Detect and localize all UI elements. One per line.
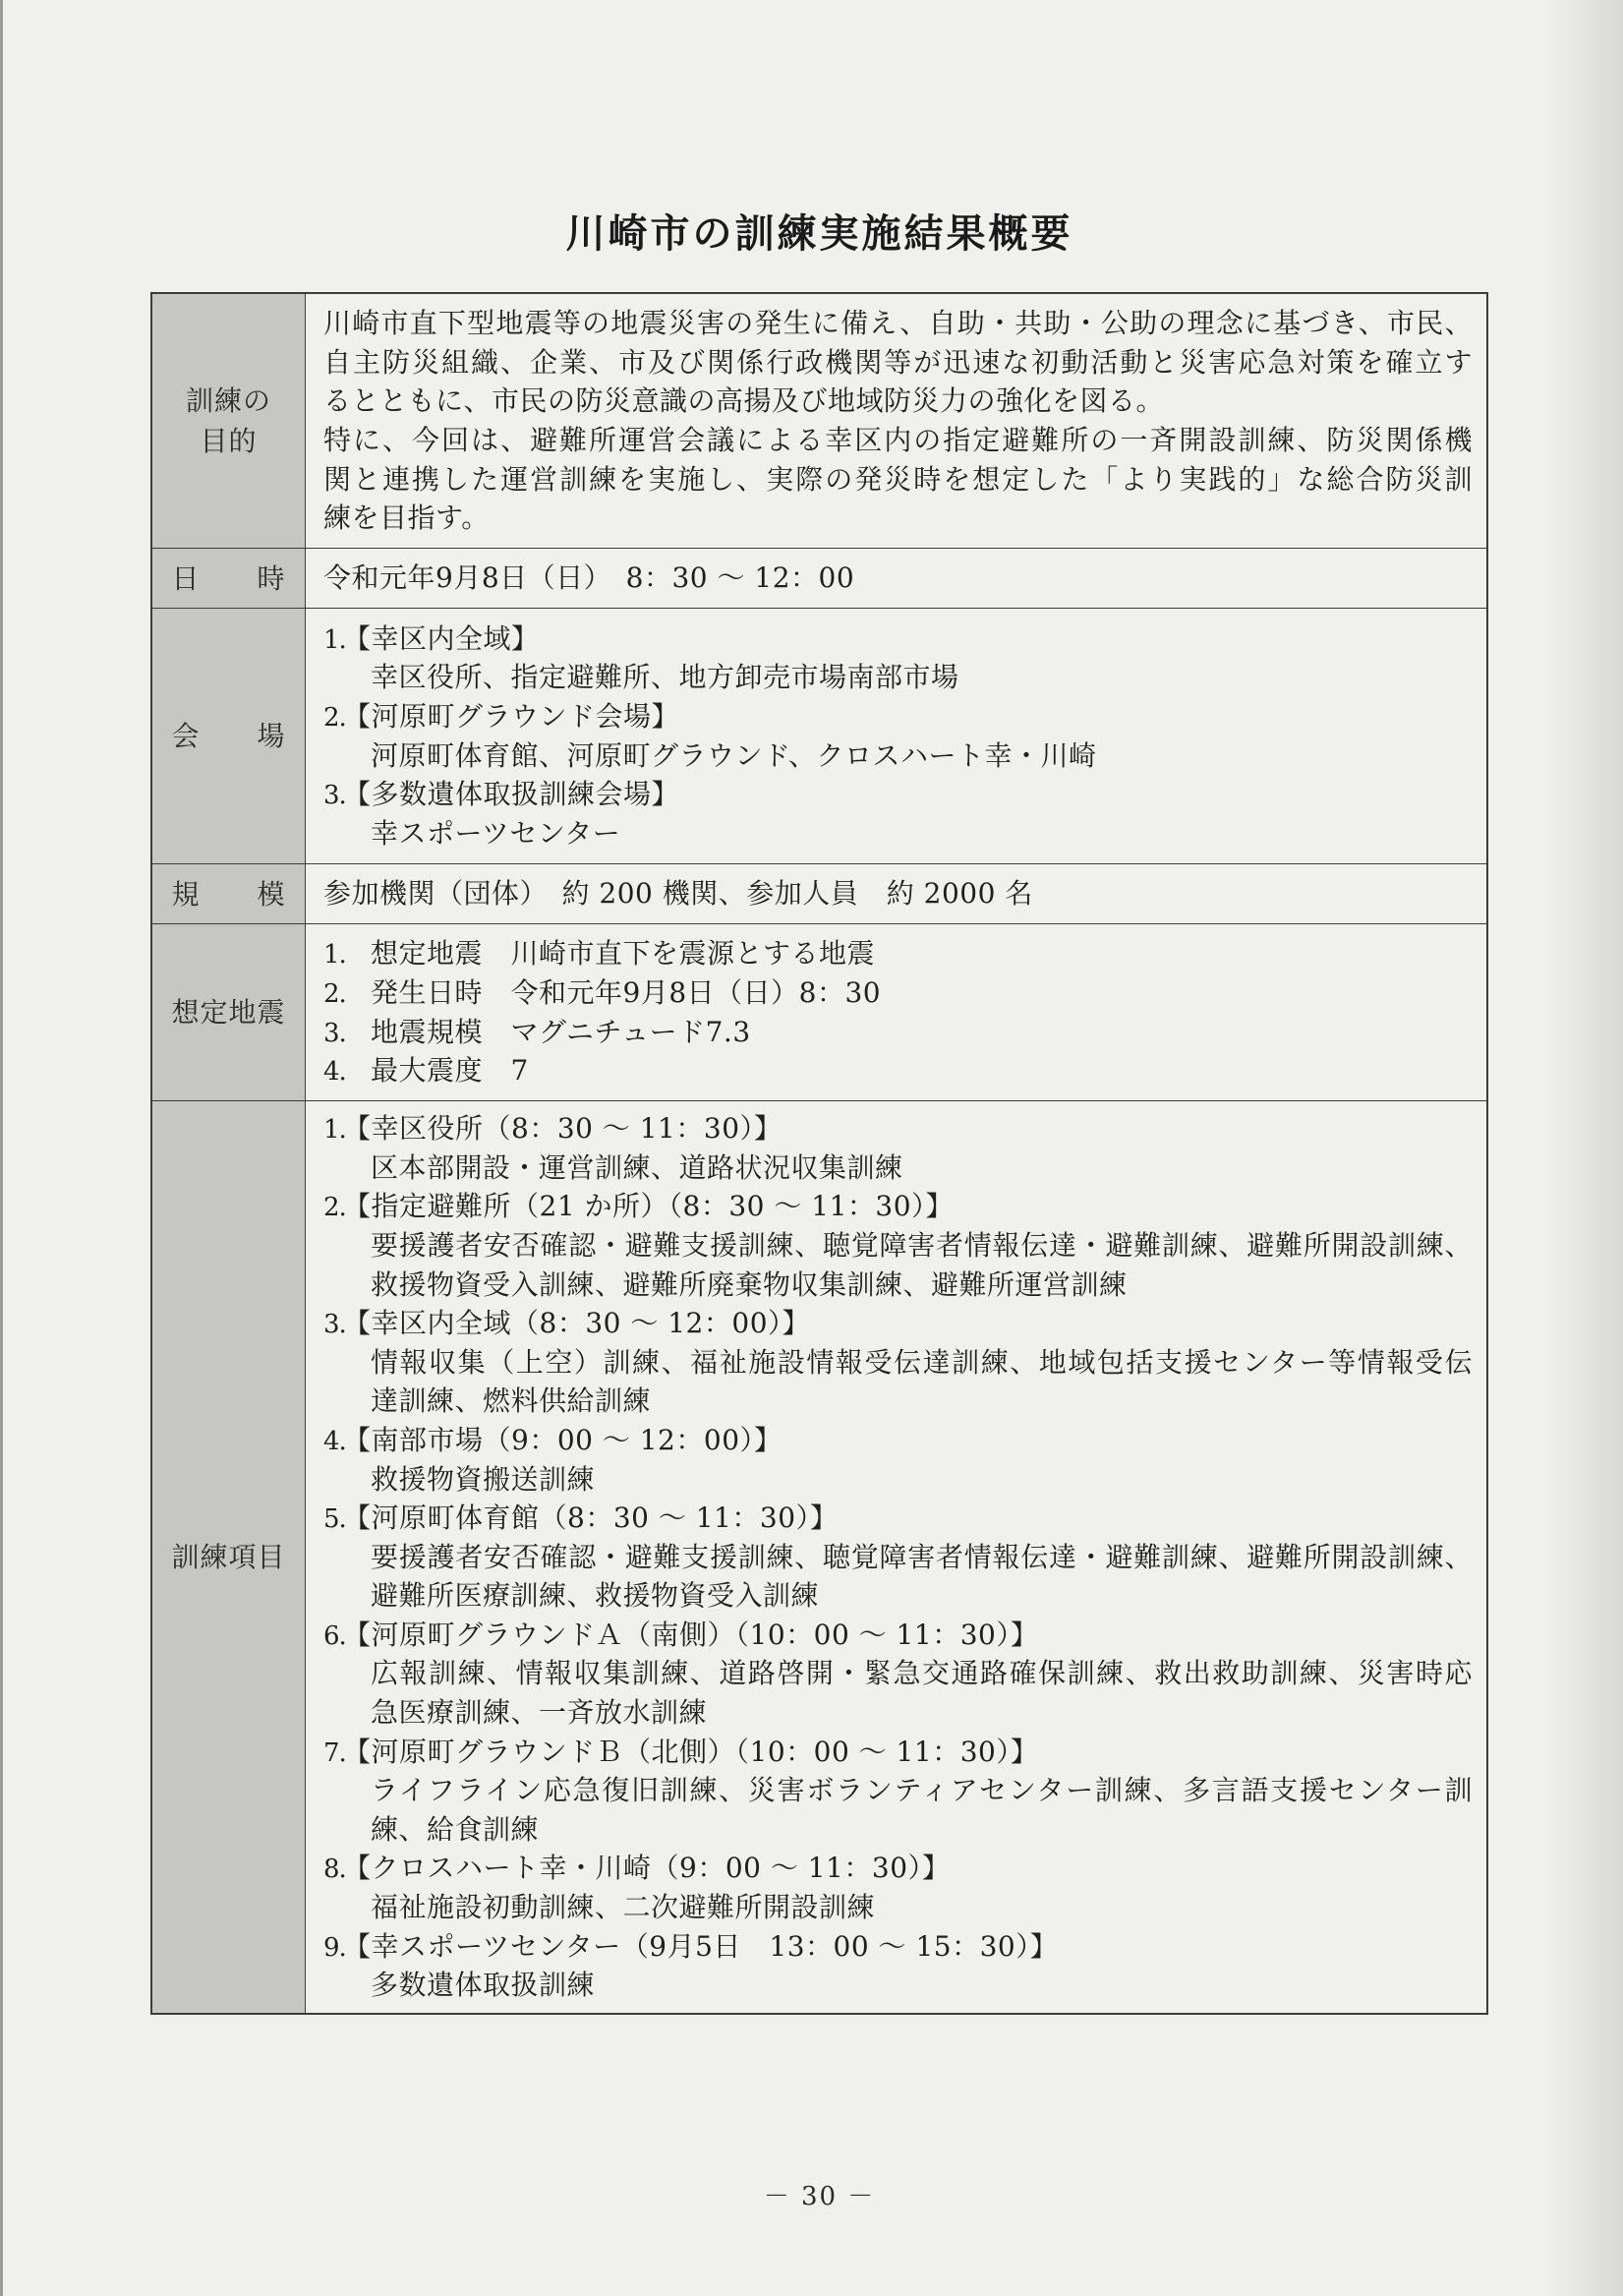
item-number: 4. [323, 1057, 346, 1088]
item-heading: 【河原町体育館（8：30 ～ 11：30）】 [343, 1501, 839, 1535]
item-number: 2. [323, 702, 346, 733]
list-item-heading [323, 1304, 1473, 1343]
item-number: 5. [323, 1504, 346, 1535]
item-detail: 急医療訓練、一斉放水訓練 [371, 1696, 708, 1730]
list-item-heading [323, 1109, 1473, 1148]
item-detail: 福祉施設初動訓練、二次避難所開設訓練 [371, 1891, 876, 1924]
item-heading: 【幸区役所（8：30 ～ 11：30）】 [343, 1112, 783, 1146]
text-line: 参加機関（団体） 約 200 機関、参加人員 約 2000 名 [323, 877, 1033, 911]
item-number: 3. [323, 1018, 346, 1048]
list-item-heading [323, 1187, 1473, 1226]
item-heading: 【幸スポーツセンター（9月5日 13：00 ～ 15：30）】 [343, 1929, 1059, 1963]
list-item [323, 1013, 1473, 1052]
row-label-scale: 規 模 [152, 864, 306, 923]
row-content-earthquake [306, 924, 1486, 1100]
row-content-datetime [306, 549, 1486, 608]
list-item-heading [323, 775, 1473, 814]
item-number: 4. [323, 1426, 346, 1456]
item-number: 9. [323, 1932, 346, 1963]
item-detail: ライフライン応急復旧訓練、災害ボランティアセンター訓練、多言語支援センター訓 [371, 1774, 1473, 1807]
page-edge-shadow [1544, 0, 1623, 2296]
item-detail: 幸スポーツセンター [371, 816, 621, 850]
row-label-earthquake: 想定地震 [152, 924, 306, 1100]
row-datetime [152, 549, 1486, 609]
item-number: 2. [323, 1193, 346, 1223]
item-heading: 【多数遺体取扱訓練会場】 [343, 778, 680, 811]
item-heading: 【河原町グラウンドＡ（南側）（10：00 ～ 11：30）】 [343, 1618, 1039, 1651]
list-item-heading [323, 1733, 1473, 1772]
item-detail: 河原町体育館、河原町グラウンド、クロスハート幸・川崎 [371, 738, 1097, 772]
page-number: － 30 － [763, 2182, 876, 2211]
text-line: 自主防災組織、企業、市及び関係行政機関等が迅速な初動活動と災害応急対策を確立す [323, 345, 1473, 379]
item-detail: 避難所医療訓練、救援物資受入訓練 [371, 1579, 820, 1613]
item-text: 最大震度 7 [371, 1054, 529, 1088]
item-detail: 練、給食訓練 [371, 1812, 540, 1846]
row-earthquake [152, 924, 1486, 1101]
item-heading: 【河原町グラウンド会場】 [343, 699, 680, 733]
item-detail: 要援護者安否確認・避難支援訓練、聴覚障害者情報伝達・避難訓練、避難所開設訓練、 [371, 1228, 1473, 1262]
list-item [323, 1051, 1473, 1090]
text-line: 練を目指す。 [323, 501, 490, 535]
item-text: 想定地震 川崎市直下を震源とする地震 [371, 937, 876, 971]
item-number: 1. [323, 1115, 346, 1146]
row-venue [152, 609, 1486, 864]
item-detail: 区本部開設・運営訓練、道路状況収集訓練 [371, 1150, 903, 1184]
text-line: 川崎市直下型地震等の地震災害の発生に備え、自助・共助・公助の理念に基づき、市民、 [323, 307, 1473, 340]
item-heading: 【河原町グラウンドＢ（北側）（10：00 ～ 11：30）】 [343, 1735, 1039, 1768]
list-item [323, 934, 1473, 973]
item-number: 1. [323, 624, 346, 655]
summary-table [150, 292, 1488, 2015]
list-item-heading [323, 697, 1473, 736]
page-left-edge [0, 0, 3, 2296]
item-detail: 救援物資受入訓練、避難所廃棄物収集訓練、避難所運営訓練 [371, 1267, 1128, 1301]
item-heading: 【南部市場（9：00 ～ 12：00）】 [343, 1423, 783, 1456]
item-number: 2. [323, 978, 346, 1009]
item-detail: 広報訓練、情報収集訓練、道路啓開・緊急交通路確保訓練、救出救助訓練、災害時応 [371, 1657, 1473, 1690]
item-detail: 幸区役所、指定避難所、地方卸売市場南部市場 [371, 661, 959, 694]
item-number: 3. [323, 1310, 346, 1340]
item-number: 1. [323, 940, 346, 971]
row-label-venue: 会 場 [152, 609, 306, 863]
row-label-datetime: 日 時 [152, 549, 306, 608]
item-number: 3. [323, 781, 346, 811]
list-item [323, 973, 1473, 1013]
item-number: 7. [323, 1737, 346, 1768]
item-detail: 要援護者安否確認・避難支援訓練、聴覚障害者情報伝達・避難訓練、避難所開設訓練、 [371, 1540, 1473, 1573]
list-item-heading [323, 1421, 1473, 1460]
label-line: 訓練の [185, 384, 271, 417]
list-item-heading [323, 1849, 1473, 1888]
item-detail: 救援物資搬送訓練 [371, 1462, 596, 1496]
row-content-purpose [306, 294, 1486, 548]
list-item-heading [323, 1499, 1473, 1538]
row-label-drills: 訓練項目 [152, 1101, 306, 2013]
item-text: 地震規模 マグニチュード7.3 [371, 1015, 751, 1048]
row-content-venue [306, 609, 1486, 863]
item-number: 8. [323, 1854, 346, 1885]
text-line: 特に、今回は、避難所運営会議による幸区内の指定避難所の一斉開設訓練、防災関係機 [323, 424, 1473, 456]
item-detail: 情報収集（上空）訓練、福祉施設情報受伝達訓練、地域包括支援センター等情報受伝 [371, 1345, 1473, 1379]
row-drills [152, 1101, 1486, 2013]
item-heading: 【クロスハート幸・川崎（9：00 ～ 11：30）】 [343, 1852, 951, 1885]
row-purpose [152, 294, 1486, 549]
row-content-scale [306, 864, 1486, 923]
list-item-heading [323, 1616, 1473, 1655]
item-heading: 【幸区内全域（8：30 ～ 12：00）】 [343, 1307, 811, 1340]
item-number: 6. [323, 1620, 346, 1651]
row-content-drills [306, 1101, 1486, 2013]
list-item-heading [323, 1927, 1473, 1967]
item-text: 発生日時 令和元年9月8日（日）8：30 [371, 975, 882, 1009]
item-detail: 達訓練、燃料供給訓練 [371, 1384, 652, 1418]
page-title: 川崎市の訓練実施結果概要 [565, 210, 1073, 257]
row-scale [152, 864, 1486, 924]
item-heading: 【幸区内全域】 [343, 621, 540, 655]
label-line: 目的 [200, 425, 258, 457]
text-line: 関と連携した運営訓練を実施し、実際の発災時を想定した「より実践的」な総合防災訓 [323, 462, 1473, 496]
item-detail: 多数遺体取扱訓練 [371, 1969, 596, 2002]
text-line: るとともに、市民の防災意識の高揚及び地域防災力の強化を図る。 [323, 384, 1165, 418]
list-item-heading [323, 619, 1473, 659]
row-label-purpose [152, 294, 306, 548]
item-heading: 【指定避難所（21 か所）（8：30 ～ 11：30）】 [343, 1190, 955, 1223]
text-line: 令和元年9月8日（日） 8：30 ～ 12：00 [323, 561, 855, 595]
